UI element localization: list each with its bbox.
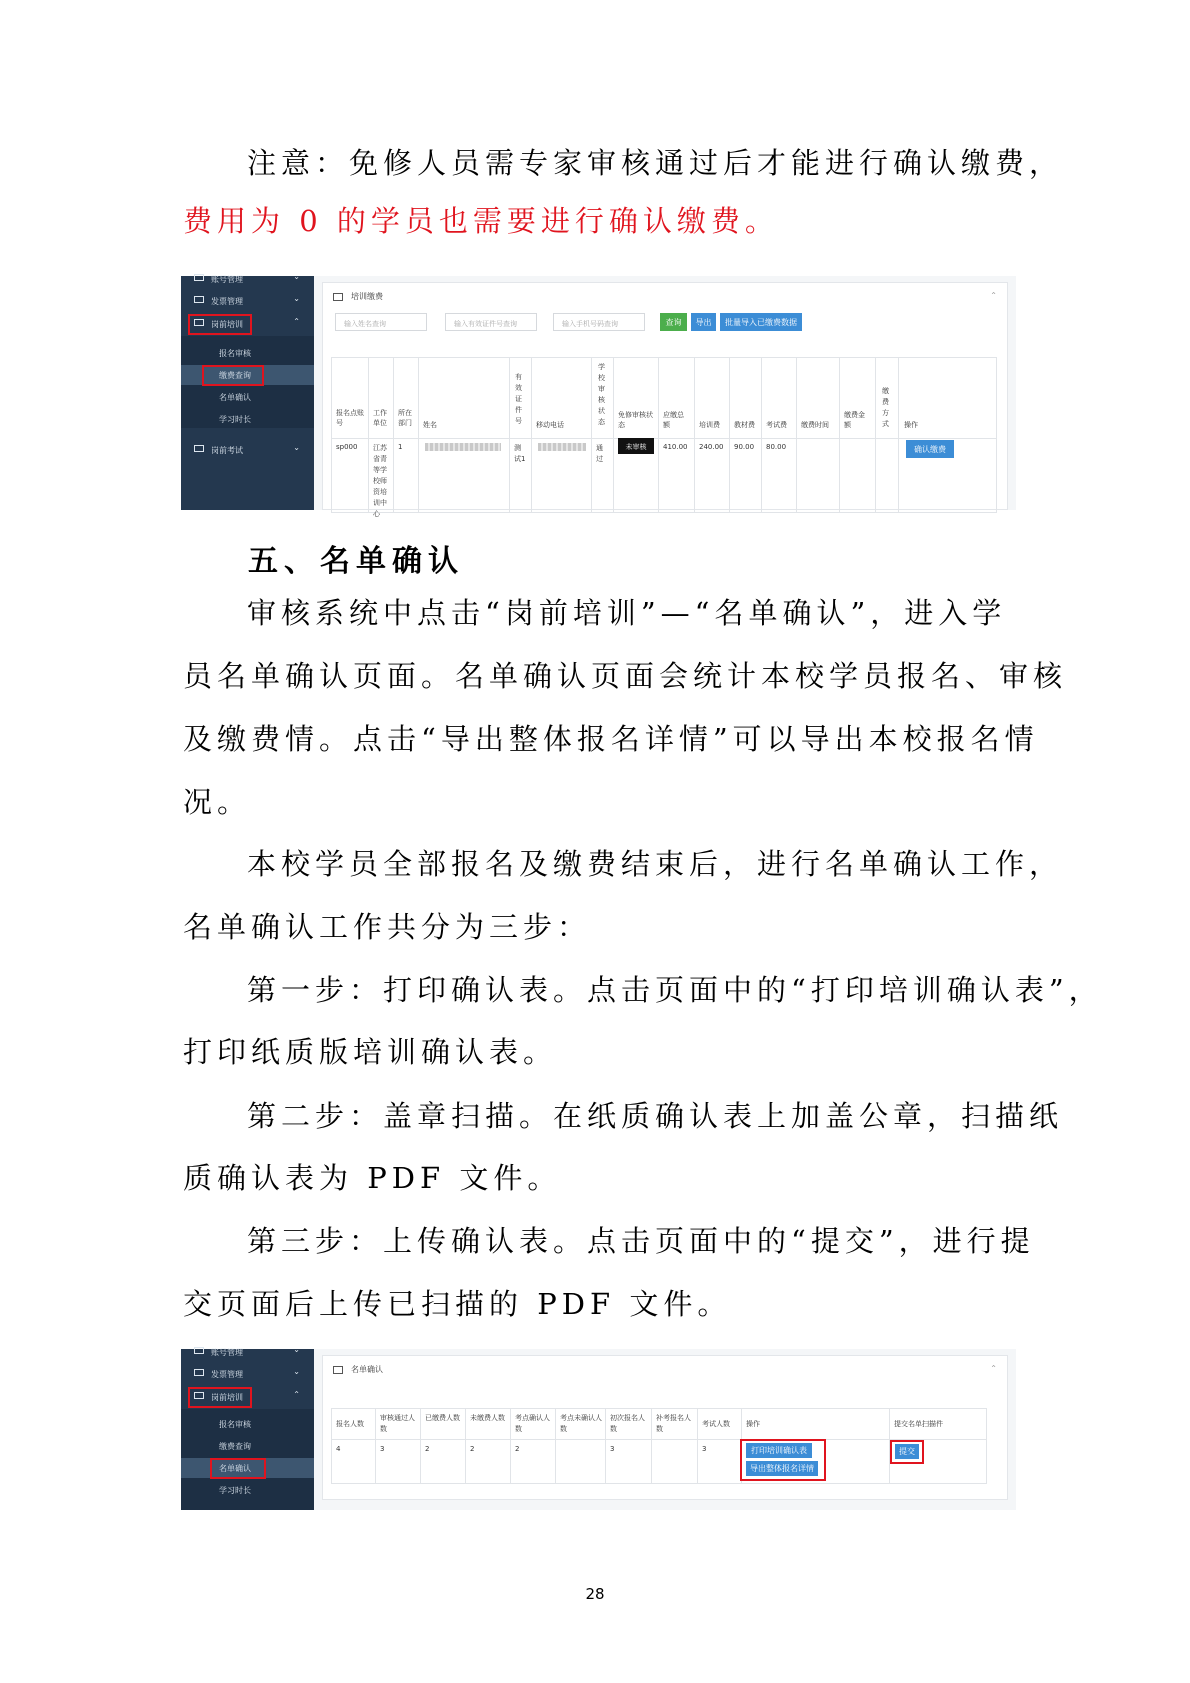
paragraph-line: 本校学员全部报名及缴费结束后，进行名单确认工作， bbox=[247, 847, 1064, 881]
sidebar-sub-review[interactable]: 报名审核 bbox=[219, 1420, 251, 1429]
phone-search-input[interactable]: 输入手机号码查询 bbox=[553, 313, 645, 331]
monitor-icon bbox=[194, 296, 204, 303]
batch-import-button[interactable]: 批量导入已缴费数据 bbox=[720, 313, 802, 331]
summary-table: 报名人数 4 审核通过人数 3 已缴费人数 2 未缴费人数 2 考点确认人数 2 考点未确认人数 初次报名人数 3 补考报名人数 考试人数 3 操作 提交名单扫描件 打印培训确认表 导出整体报名详情 提交 bbox=[331, 1408, 987, 1484]
chevron-down-icon: ⌄ bbox=[293, 1345, 300, 1354]
sidebar-item-training[interactable]: 岗前培训 ⌃ bbox=[181, 1386, 314, 1408]
paragraph-line: 员名单确认页面。名单确认页面会统计本校学员报名、审核 bbox=[183, 659, 1068, 693]
monitor-icon bbox=[194, 1347, 204, 1354]
highlight-box bbox=[890, 1440, 924, 1464]
sidebar-sub-list-confirm[interactable]: 名单确认 bbox=[181, 1458, 314, 1478]
confirm-payment-button[interactable]: 确认缴费 bbox=[906, 440, 954, 458]
name-search-input[interactable]: 输入姓名查询 bbox=[335, 313, 427, 331]
highlight-box bbox=[188, 314, 252, 335]
paragraph-line: 交页面后上传已扫描的 PDF 文件。 bbox=[183, 1287, 732, 1321]
paragraph-line: 第三步：上传确认表。点击页面中的“提交”，进行提 bbox=[247, 1224, 1035, 1258]
sidebar-item-invoice[interactable]: 发票管理 ⌄ bbox=[181, 290, 314, 312]
blurred-phone bbox=[538, 443, 586, 451]
paragraph-line: 质确认表为 PDF 文件。 bbox=[183, 1161, 562, 1195]
sidebar-sub-review[interactable]: 报名审核 bbox=[219, 349, 251, 358]
chevron-down-icon: ⌄ bbox=[293, 1367, 300, 1376]
list-confirmation-screenshot bbox=[181, 1345, 1016, 1510]
sidebar bbox=[181, 1345, 314, 1510]
chevron-down-icon: ⌄ bbox=[293, 443, 300, 452]
sidebar-sub-study-time[interactable]: 学习时长 bbox=[219, 415, 251, 424]
sidebar bbox=[181, 272, 314, 510]
sidebar-item-invoice[interactable]: 发票管理 ⌄ bbox=[181, 1363, 314, 1385]
monitor-icon bbox=[194, 274, 204, 281]
sidebar-sub-fee-query[interactable]: 缴费查询 bbox=[219, 1442, 251, 1451]
grid-icon bbox=[333, 293, 343, 301]
collapse-icon[interactable]: ⌃ bbox=[990, 291, 997, 300]
paragraph-line: 名单确认工作共分为三步： bbox=[183, 910, 592, 944]
collapse-icon[interactable]: ⌃ bbox=[990, 1364, 997, 1373]
section-heading: 五、名单确认 bbox=[248, 544, 464, 579]
export-details-button[interactable]: 导出整体报名详情 bbox=[746, 1461, 818, 1476]
monitor-icon bbox=[194, 1369, 204, 1376]
sidebar-item-training[interactable]: 岗前培训 ⌃ bbox=[181, 313, 314, 335]
sidebar-sub-fee-query[interactable]: 缴费查询 bbox=[181, 365, 314, 385]
blurred-name bbox=[425, 443, 501, 451]
sidebar-item-account[interactable]: 账号管理 ⌄ bbox=[181, 1341, 314, 1363]
chevron-down-icon: ⌄ bbox=[293, 294, 300, 303]
panel-title: 名单确认 bbox=[351, 1365, 383, 1374]
note-line-2: 费用为 0 的学员也需要进行确认缴费。 bbox=[183, 204, 779, 238]
list-panel bbox=[322, 1355, 1008, 1500]
monitor-icon bbox=[194, 445, 204, 452]
query-button[interactable]: 查询 bbox=[660, 313, 687, 331]
chevron-down-icon: ⌄ bbox=[293, 272, 300, 281]
export-button[interactable]: 导出 bbox=[691, 313, 716, 331]
submit-button[interactable]: 提交 bbox=[895, 1444, 919, 1459]
highlight-box bbox=[202, 365, 264, 386]
sidebar-item-account[interactable]: 账号管理 ⌄ bbox=[181, 268, 314, 290]
chevron-up-icon: ⌃ bbox=[293, 317, 300, 326]
paragraph-line: 及缴费情。点击“导出整体报名详情”可以导出本校报名情 bbox=[183, 722, 1039, 756]
paragraph-line: 打印纸质版培训确认表。 bbox=[183, 1035, 558, 1069]
grid-icon bbox=[333, 1366, 343, 1374]
print-confirmation-button[interactable]: 打印培训确认表 bbox=[746, 1443, 812, 1458]
highlight-box bbox=[740, 1439, 826, 1481]
paragraph-line: 审核系统中点击“岗前培训”—“名单确认”，进入学 bbox=[247, 596, 1007, 630]
paragraph-line: 第一步：打印确认表。点击页面中的“打印培训确认表”， bbox=[247, 973, 1103, 1007]
fee-panel bbox=[322, 282, 1008, 518]
paragraph-line: 况。 bbox=[183, 785, 252, 819]
fee-table: 报名点账号 sp000 工作单位 江苏省青等学校师资培训中心 所在部门 1 姓名 有效证件号 测试1 移动电话 学校审核状态 通过 免修审核状态 未审核 应缴总额 410.00 培训费 240.00 教材费 90.00 考试费 80.00 缴费时间 缴费金额 缴费方式 操作 确认缴费 bbox=[331, 357, 997, 513]
panel-title: 培训缴费 bbox=[351, 292, 383, 301]
highlight-box bbox=[188, 1387, 252, 1408]
highlight-box bbox=[210, 1458, 266, 1479]
id-search-input[interactable]: 输入有效证件号查询 bbox=[445, 313, 537, 331]
fee-confirmation-screenshot bbox=[181, 272, 1016, 518]
sidebar-sub-study-time[interactable]: 学习时长 bbox=[219, 1486, 251, 1495]
sidebar-item-exam[interactable]: 岗前考试 ⌄ bbox=[181, 439, 314, 461]
unreviewed-badge: 未审核 bbox=[618, 438, 654, 454]
paragraph-line: 第二步：盖章扫描。在纸质确认表上加盖公章，扫描纸 bbox=[247, 1099, 1064, 1133]
chevron-up-icon: ⌃ bbox=[293, 1390, 300, 1399]
note-line-1: 注意：免修人员需专家审核通过后才能进行确认缴费， bbox=[247, 146, 1064, 180]
sidebar-sub-list-confirm[interactable]: 名单确认 bbox=[219, 393, 251, 402]
page-number: 28 bbox=[585, 1585, 605, 1603]
